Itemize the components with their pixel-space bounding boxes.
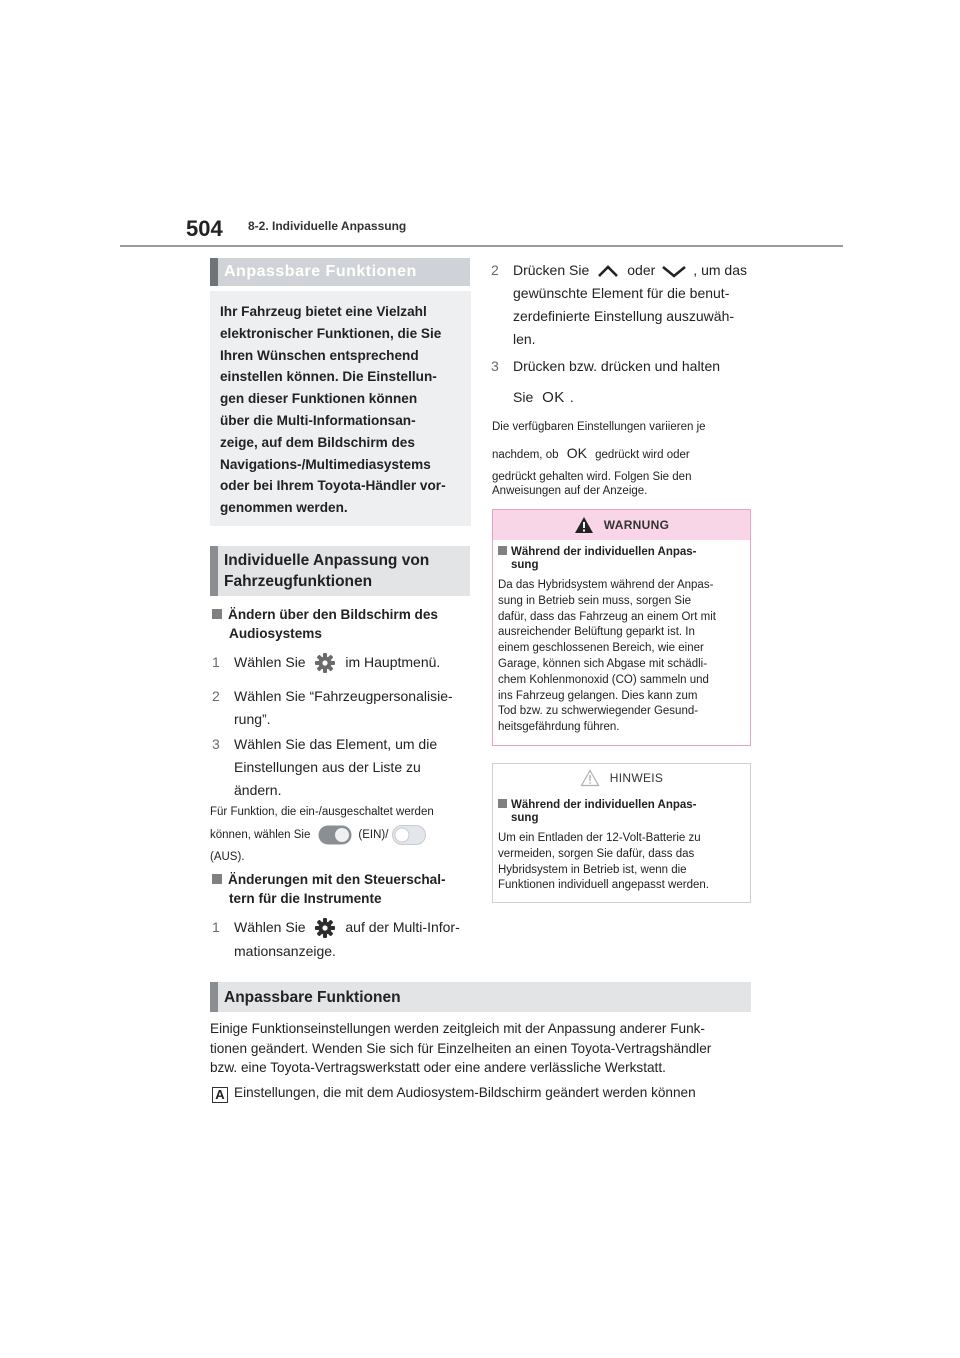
page-number: 504 [186,216,223,241]
step-2-druecken [491,259,747,351]
step-text: zerdefinierte Einstellung auszuwäh- [513,308,735,324]
step-number: 1 [212,654,220,670]
step-text: im Hauptmenü. [345,654,441,670]
step-1-instrumente [212,916,460,963]
body-line: Garage, können sich Abgase mit schädli- [498,657,708,670]
note-text: nachdem, ob [492,449,559,461]
step-text: , um das [693,262,747,278]
warning-subheading [493,546,750,572]
body-line: sung in Betrieb sein muss, sorgen Sie [498,594,692,607]
body-line: ins Fahrzeug gelangen. Dies kann zum [498,689,698,702]
body-line: vermeiden, sorgen Sie dafür, dass das [498,847,695,860]
step-text: ändern. [234,782,282,798]
subheading-line: Audiosystems [229,626,322,641]
body-line: dafür, dass das Fahrzeug an einem Ort mit [498,610,716,623]
section-title: 8-2. Individuelle Anpassung [248,219,407,233]
step-number: 3 [212,736,220,752]
square-bullet-icon [498,546,507,555]
step-text: Wählen Sie “Fahrzeugpersonalisie- [234,688,453,704]
note-line: Für Funktion, die ein-/ausgeschaltet werden [210,806,434,818]
step-text: Drücken Sie [513,262,590,278]
paragraph-line: tionen geändert. Wenden Sie sich für Einzelheiten an einen Toyota-Vertragshändler [210,1040,712,1056]
gear-icon [313,917,337,939]
step-text: . [569,389,574,405]
subheading-line: Änderungen mit den Steuerschal- [228,872,446,887]
step-text: Einstellungen aus der Liste zu [234,759,421,775]
ok-icon: OK [542,389,565,406]
chevron-up-icon [595,263,621,279]
intro-line: elektronischer Funktionen, die Sie [220,325,442,341]
toggle-on-icon [318,825,352,845]
subheading-line: sung [511,559,539,571]
step-number: 1 [212,919,220,935]
body-line: Hybridsystem in Betrieb ist, wenn die [498,863,687,876]
intro-line: Navigations-/Multimediasystems [220,456,431,472]
hint-title: HINWEIS [609,771,664,785]
step-number: 2 [491,262,499,278]
step-text: Wählen Sie das Element, um die [234,736,438,752]
hint-body [493,825,750,894]
intro-box [210,291,471,526]
section-bar-individuelle-anpassung [210,546,470,596]
toggle-note [210,805,475,864]
note-text: (AUS). [210,851,245,863]
step-number: 3 [491,358,499,374]
step-3-audio [212,733,437,802]
square-bullet-icon [498,799,507,808]
subheading-line: Während der individuellen Anpas- [511,546,697,558]
label-a-line [212,1083,757,1103]
warning-box [492,509,751,746]
paragraph-line: Einige Funktionseinstellungen werden zeitgleich mit der Anpassung anderer Funk- [210,1021,705,1036]
body-line: einem geschlossenen Bereich, wie einer [498,642,704,655]
subheading-steuerschalter [212,870,472,908]
intro-line: zeige, auf dem Bildschirm des [220,434,415,450]
header-rule [120,245,843,247]
body-line: ausreichender Belüftung geparkt ist. In [498,626,695,639]
warning-body [493,572,750,736]
section-bar-line: Individuelle Anpassung von [224,552,430,569]
body-line: Tod bzw. zu schwerwiegender Gesund- [498,705,699,718]
intro-line: Ihr Fahrzeug bietet eine Vielzahl [220,304,427,319]
subheading-line: Während der individuellen Anpas- [511,799,697,811]
note-line: Die verfügbaren Einstellungen variieren je [492,421,706,433]
label-a-badge: A [212,1087,228,1103]
body-line: heitsgefährdung führen. [498,721,620,734]
step-2-audio [212,685,453,731]
step-text: oder [627,262,656,278]
intro-line: oder bei Ihrem Toyota-Händler vor- [220,478,446,494]
step-text: rung”. [234,711,271,727]
warning-header [493,510,750,540]
step-number: 2 [212,688,220,704]
note-line: gedrückt gehalten wird. Folgen Sie den [492,471,692,483]
section-bar-title: Anpassbare Funktionen [224,263,417,280]
step-text: Wählen Sie [234,654,306,670]
note-text: gedrückt wird oder [595,449,690,461]
subheading-line: Ändern über den Bildschirm des [228,607,438,622]
hint-header [493,764,750,792]
step-text: gewünschte Element für die benut- [513,285,730,301]
step-text: mationsanzeige. [234,943,336,960]
square-bullet-icon [212,874,222,884]
ok-icon: OK [566,445,587,461]
note-text: können, wählen Sie [210,829,311,841]
body-line: Funktionen individuell angepasst werden. [498,879,709,892]
subheading-line: sung [511,812,539,824]
gear-icon [313,652,337,674]
body-line: Da das Hybridsystem während der Anpas- [498,579,714,591]
note-line: Anweisungen auf der Anzeige. [492,485,648,497]
section-bar-line: Fahrzeugfunktionen [224,573,373,590]
intro-line: über die Multi-Informationsan- [220,412,416,428]
step-text: Sie [513,389,534,405]
subheading-line: tern für die Instrumente [229,891,382,906]
body-line: Um ein Entladen der 12-Volt-Batterie zu [498,832,701,844]
step-text: Drücken bzw. drücken und halten [513,358,721,374]
square-bullet-icon [212,609,222,619]
chevron-down-icon [659,263,689,279]
hint-box [492,763,751,903]
section-bar-anpassbare-funktionen-bottom [210,982,751,1012]
step-text: Wählen Sie [234,919,306,935]
paragraph-line: bzw. eine Toyota-Vertragswerkstatt oder eine andere verlässliche Werkstatt. [210,1060,666,1076]
body-line: chem Kohlenmonoxid (CO) sammeln und [498,673,709,686]
caution-triangle-icon [580,769,600,787]
section-bar-anpassbare-funktionen [210,258,470,286]
warning-title: WARNUNG [603,518,670,532]
step-1-audio [212,651,440,674]
step-text: auf der Multi-Infor- [345,919,460,935]
intro-line: gen dieser Funktionen können [220,391,418,407]
note-text: (EIN)/ [358,829,389,841]
subheading-audiosystem [212,605,472,643]
step-text: len. [513,331,536,347]
hint-subheading [493,799,750,825]
bottom-paragraph [210,1019,755,1078]
step-3-ok [491,355,720,409]
label-a-text: Einstellungen, die mit dem Audiosystem-Bildschirm geändert werden können [234,1085,696,1100]
section-bar-title: Anpassbare Funktionen [224,988,401,1006]
ok-note [492,420,754,498]
intro-line: einstellen können. Die Einstellun- [220,369,437,385]
warning-triangle-icon [574,516,594,534]
intro-line: Ihren Wünschen entsprechend [220,347,419,363]
intro-line: genommen werden. [220,500,348,516]
toggle-off-icon [392,825,426,845]
